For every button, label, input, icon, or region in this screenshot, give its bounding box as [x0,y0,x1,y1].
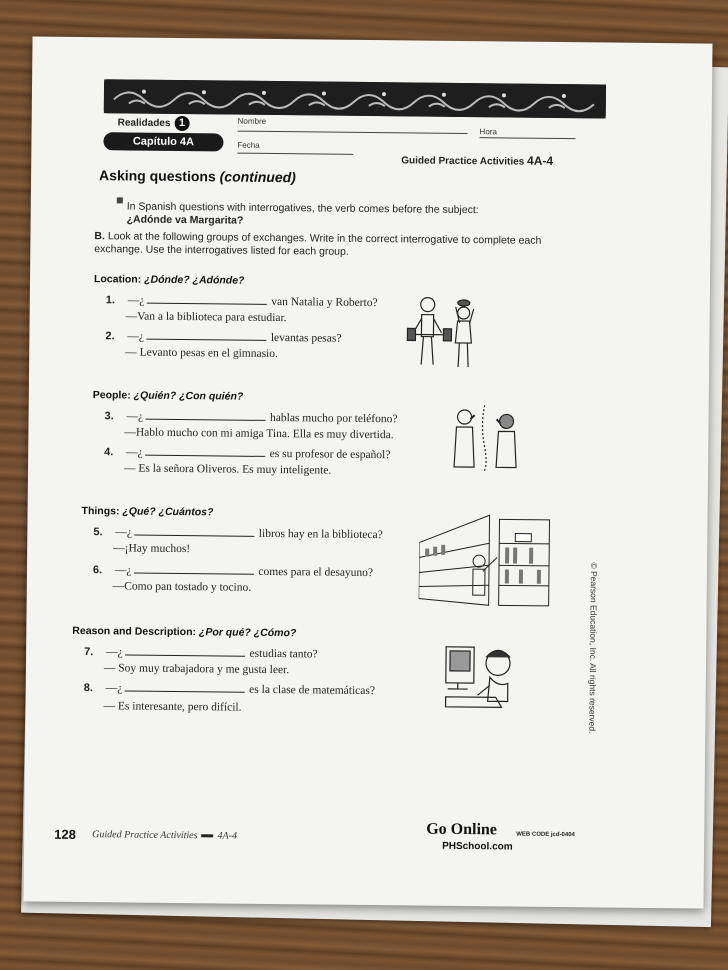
copyright-notice: © Pearson Education, Inc. All rights reserved. [587,562,600,734]
question-5: 5. —¿ libros hay en la biblioteca? [93,526,383,542]
question-8: 8. —¿ es la clase de matemáticas? [83,682,376,698]
activity-header: Guided Practice Activities 4A-4 [401,153,554,168]
phschool-link[interactable]: PHSchool.com [442,840,513,853]
name-label: Nombre [237,116,267,126]
answer-text-1: —Van a la biblioteca para estudiar. [125,310,287,325]
question-7: 7. —¿ estudias tanto? [84,646,318,661]
hour-field[interactable] [480,137,576,139]
library-shelves-illustration [419,513,570,615]
date-field[interactable] [237,153,353,155]
computer-student-illustration [441,637,522,714]
question-6: 6. —¿ comes para el desayuno? [92,564,374,580]
chapter-pill: Capítulo 4A [103,132,223,151]
date-label: Fecha [237,140,260,150]
instructions: B. Look at the following groups of exchanges. Write in the correct interrogative to complete each exchange. Use the interrogatives listed for each group. [94,230,542,258]
question-3: 3. —¿ hablas mucho por teléfono? [104,410,398,426]
answer-blank-6[interactable] [134,563,254,575]
name-field[interactable] [238,131,468,134]
answer-blank-1[interactable] [146,293,266,305]
answer-text-6: —Como pan tostado y tocino. [112,580,252,594]
page-title: Asking questions (continued) [99,167,296,186]
answer-text-2: — Levanto pesas en el gimnasio. [125,346,278,361]
series-label: Realidades 1 [118,115,190,131]
answer-text-8: — Es interesante, pero difícil. [103,700,242,714]
go-online-logo: Go Online [426,820,498,839]
grammar-note: In Spanish questions with interrogatives, the verb comes before the subject: ¿Adónde va Margarita? [126,200,479,227]
answer-blank-7[interactable] [125,644,245,656]
group-title-people: People: ¿Quién? ¿Con quién? [92,389,244,403]
worksheet-page [23,36,712,908]
answer-text-3: —Hablo mucho con mi amiga Tina. Ella es muy divertida. [124,426,394,442]
answer-text-4: — Es la señora Oliveros. Es muy inteligente. [123,462,332,477]
decorative-banner [104,79,606,118]
answer-blank-5[interactable] [134,525,254,537]
hour-label: Hora [479,127,497,137]
footer-dash [202,834,214,837]
weightlifting-illustration [405,292,486,371]
footer-label: Guided Practice Activities 4A-4 [92,829,238,842]
group-title-location: Location: ¿Dónde? ¿Adónde? [93,273,245,287]
answer-blank-8[interactable] [124,680,244,692]
level-badge: 1 [174,116,189,131]
group-title-things: Things: ¿Qué? ¿Cuántos? [81,505,214,519]
answer-text-5: —¡Hay muchos! [113,542,191,556]
question-1: 1. —¿ van Natalia y Roberto? [105,294,378,310]
answer-text-7: — Soy muy trabajadora y me gusta leer. [103,662,290,677]
question-4: 4. —¿ es su profesor de español? [104,446,391,462]
group-title-reason: Reason and Description: ¿Por qué? ¿Cómo? [72,624,297,640]
answer-blank-2[interactable] [146,329,266,341]
web-code: WEB CODE jcd-0404 [516,831,575,839]
question-2: 2. —¿ levantas pesas? [105,330,342,345]
page-number: 128 [54,826,76,842]
answer-blank-4[interactable] [145,445,265,457]
phone-call-illustration [448,405,529,472]
answer-blank-3[interactable] [145,409,265,421]
